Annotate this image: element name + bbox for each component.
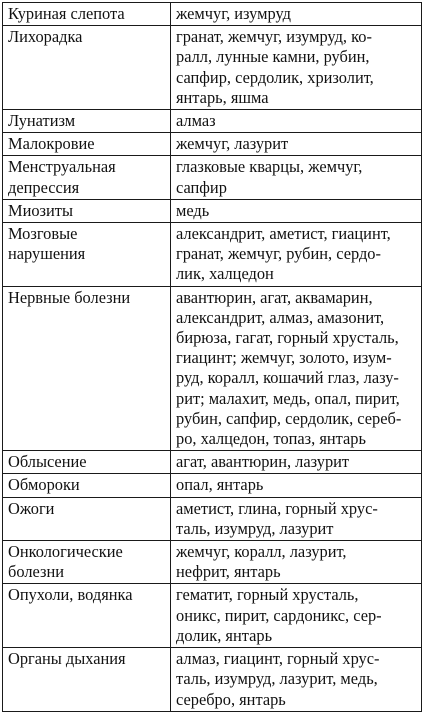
disease-cell: Малокровие — [3, 133, 171, 156]
stones-cell: аметист, глина, горный хрус- таль, изумруд, лазурит — [171, 497, 422, 540]
table-row — [3, 3, 422, 26]
table-row — [3, 584, 422, 648]
disease-cell: Лихорадка — [3, 26, 171, 110]
disease-cell: Нервные болезни — [3, 286, 171, 451]
disease-cell: Мозговые нарушения — [3, 223, 171, 287]
disease-cell: Миозиты — [3, 199, 171, 222]
stones-cell: гранат, жемчуг, изумруд, ко- ралл, лунные камни, рубин, сапфир, сердолик, хризолит, янтарь, яшма — [171, 26, 422, 110]
table-row — [3, 156, 422, 199]
stones-cell: алмаз — [171, 110, 422, 133]
disease-cell: Органы дыхания — [3, 648, 171, 712]
table-row — [3, 648, 422, 712]
disease-cell: Ожоги — [3, 497, 171, 540]
table-row — [3, 474, 422, 497]
stones-cell: глазковые кварцы, жемчуг, сапфир — [171, 156, 422, 199]
table-row — [3, 110, 422, 133]
disease-cell: Менструальная депрессия — [3, 156, 171, 199]
table-row — [3, 497, 422, 540]
diseases-stones-table — [2, 2, 422, 712]
table-row — [3, 286, 422, 451]
stones-cell: жемчуг, изумруд — [171, 3, 422, 26]
table-row — [3, 133, 422, 156]
stones-cell: гематит, горный хрусталь, оникс, пирит, сардоникс, сер- долик, янтарь — [171, 584, 422, 648]
stones-cell: опал, янтарь — [171, 474, 422, 497]
stones-cell: агат, авантюрин, лазурит — [171, 451, 422, 474]
stones-cell: медь — [171, 199, 422, 222]
disease-cell: Опухоли, водянка — [3, 584, 171, 648]
table-row — [3, 541, 422, 584]
stones-cell: жемчуг, коралл, лазурит, нефрит, янтарь — [171, 541, 422, 584]
table-row — [3, 223, 422, 287]
table-row — [3, 26, 422, 110]
disease-cell: Онкологические болезни — [3, 541, 171, 584]
stones-cell: жемчуг, лазурит — [171, 133, 422, 156]
disease-cell: Куриная слепота — [3, 3, 171, 26]
stones-cell: авантюрин, агат, аквамарин, александрит, алмаз, амазонит, бирюза, гагат, горный хрусталь, гиацинт; жемчуг, золото, изум- руд, коралл, кошачий глаз, лазу- рит; малахит, медь, опал, пирит, рубин, сапфир, сердолик, сереб- ро, халцедон, топаз, янтарь — [171, 286, 422, 451]
table-row — [3, 199, 422, 222]
stones-cell: александрит, аметист, гиацинт, гранат, жемчуг, рубин, сердо- лик, халцедон — [171, 223, 422, 287]
disease-cell: Облысение — [3, 451, 171, 474]
table-row — [3, 451, 422, 474]
stones-cell: алмаз, гиацинт, горный хрус- таль, изумруд, лазурит, медь, серебро, янтарь — [171, 648, 422, 712]
disease-cell: Лунатизм — [3, 110, 171, 133]
disease-cell: Обмороки — [3, 474, 171, 497]
